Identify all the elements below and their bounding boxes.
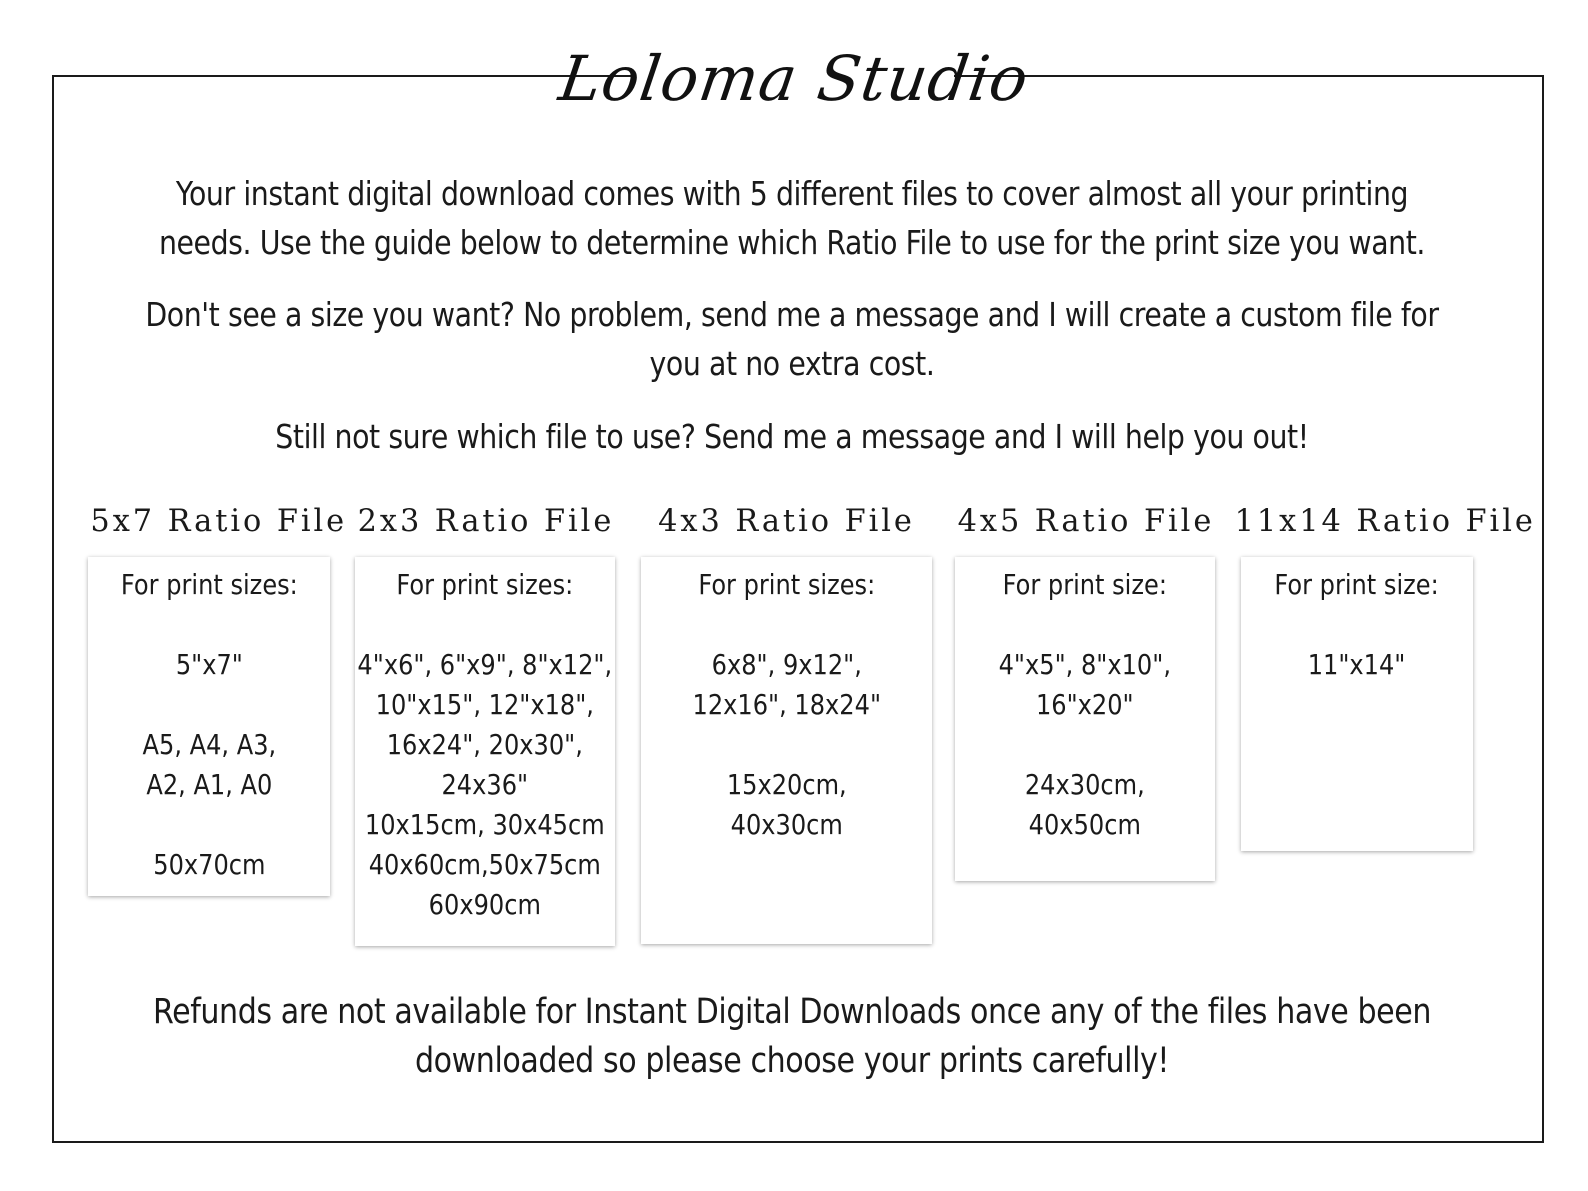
print-size-line: 12x16", 18x24" [692,688,881,721]
print-size-line: 16"x20" [1036,688,1134,721]
group-spacer [955,725,1214,765]
print-size-line: 11"x14" [1308,648,1406,681]
print-size-line: 5"x7" [175,648,243,681]
print-sizes-heading: For print sizes: [120,568,298,601]
print-size-line: A5, A4, A3, [142,728,276,761]
card-content [641,557,931,845]
ratio-title-11x14: 11x14 Ratio File [1234,503,1536,539]
print-sizes-heading: For print sizes: [698,568,875,601]
print-sizes-heading: For print sizes: [396,568,574,601]
group-spacer [641,725,931,765]
card-content [355,557,614,925]
print-size-line: 24x30cm, [1025,768,1145,801]
ratio-title-5x7: 5x7 Ratio File [90,503,348,539]
group-spacer [88,805,329,845]
intro-line: Your instant digital download comes with 5 different files to cover almost all your printing [175,174,1409,213]
ratio-card-4x5 [955,557,1215,881]
intro-paragraph-3 [121,412,1463,461]
card-content [88,557,329,885]
print-size-line: 16x24", 20x30", [386,728,584,761]
intro-line: Don't see a size you want? No problem, send me a message and I will create a custom file for [145,295,1439,334]
intro-line: needs. Use the guide below to determine which Ratio File to use for the print size you want. [158,223,1426,262]
ratio-card-2x3 [355,557,615,946]
brand-logo [554,18,1034,138]
intro-line: Still not sure which file to use? Send me a message and I will help you out! [275,417,1309,456]
intro-paragraph-2 [121,290,1463,388]
print-size-line: 40x30cm [730,808,843,841]
card-content [955,557,1214,845]
ratio-card-5x7 [88,557,330,896]
intro-paragraph-1 [121,169,1463,267]
refund-line: Refunds are not available for Instant Digital Downloads once any of the files have been [153,992,1431,1032]
ratio-card-4x3 [641,557,932,944]
group-spacer [88,685,329,725]
print-sizes-heading: For print size: [1002,568,1168,601]
intro-line: you at no extra cost. [649,344,935,383]
print-sizes-heading: For print size: [1274,568,1440,601]
print-size-line: 4"x6", 6"x9", 8"x12", [357,648,613,681]
print-size-line: 10"x15", 12"x18", [375,688,595,721]
ratio-title-4x3: 4x3 Ratio File [658,503,915,539]
print-size-line: A2, A1, A0 [145,768,272,801]
print-size-line: 40x60cm,50x75cm [368,848,602,881]
refund-line: downloaded so please choose your prints carefully! [414,1041,1170,1081]
card-content [1241,557,1472,685]
print-size-line: 4"x5", 8"x10", [998,648,1172,681]
print-size-line: 24x36" [441,768,529,801]
ratio-title-2x3: 2x3 Ratio File [357,503,615,539]
print-size-line: 60x90cm [428,888,542,921]
refund-notice [121,988,1463,1086]
print-size-line: 15x20cm, [726,768,847,801]
print-size-line: 10x15cm, 30x45cm [365,808,605,841]
print-size-line: 40x50cm [1028,808,1142,841]
ratio-title-4x5: 4x5 Ratio File [957,503,1215,539]
ratio-card-11x14 [1241,557,1473,851]
print-size-line: 50x70cm [152,848,266,881]
brand-name: Loloma Studio [554,41,1034,115]
print-size-line: 6x8", 9x12", [711,648,862,681]
